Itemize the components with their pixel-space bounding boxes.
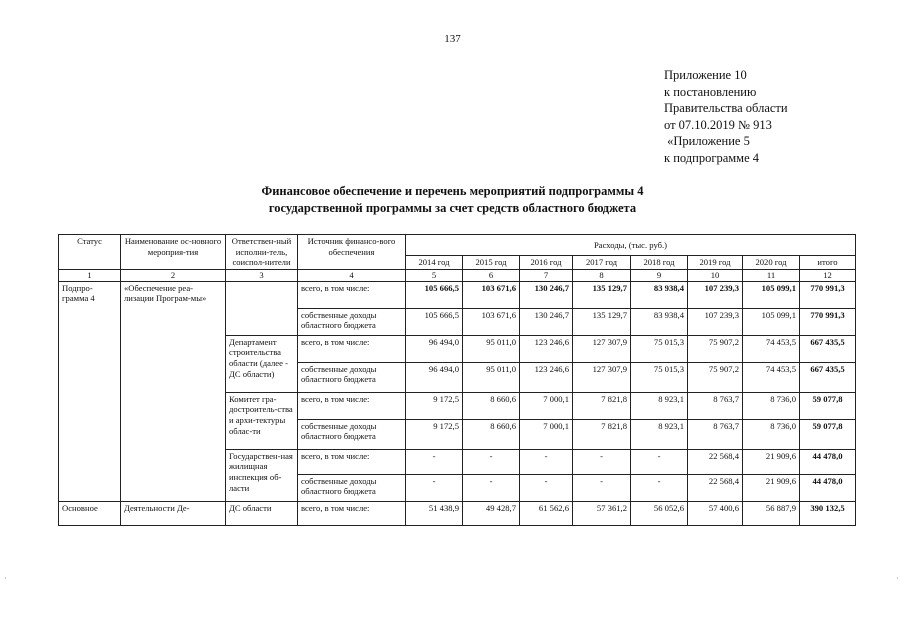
header-year: 2020 год [743, 256, 800, 270]
value-cell: 9 172,5 [406, 392, 463, 419]
source-cell: всего, в том числе: [298, 449, 406, 474]
value-cell: 135 129,7 [573, 308, 631, 335]
header-year: 2019 год [688, 256, 743, 270]
value-cell: 21 909,6 [743, 474, 800, 501]
value-cell: 75 907,2 [688, 362, 743, 392]
value-cell: 107 239,3 [688, 281, 743, 308]
value-cell: 105 099,1 [743, 308, 800, 335]
total-cell: 390 132,5 [800, 501, 856, 525]
value-cell: - [520, 449, 573, 474]
value-cell: 8 660,6 [463, 392, 520, 419]
header-total: итого [800, 256, 856, 270]
column-number: 5 [406, 269, 463, 281]
value-cell: 8 736,0 [743, 392, 800, 419]
executor-cell: Государствен-ная жилищная инспекция об-ласти [226, 449, 298, 501]
appendix-reference [664, 67, 788, 167]
header-year: 2014 год [406, 256, 463, 270]
appendix-line: от 07.10.2019 № 913 [664, 117, 772, 132]
scan-artifact: · [4, 574, 7, 583]
header-expenses: Расходы, (тыс. руб.) [406, 235, 856, 256]
appendix-line: «Приложение 5 [664, 134, 750, 149]
value-cell: - [406, 449, 463, 474]
value-cell: 135 129,7 [573, 281, 631, 308]
table-row [59, 281, 856, 308]
column-number: 8 [573, 269, 631, 281]
header-year: 2018 год [631, 256, 688, 270]
value-cell: 83 938,4 [631, 308, 688, 335]
document-title [0, 183, 905, 217]
value-cell: 83 938,4 [631, 281, 688, 308]
value-cell: 105 099,1 [743, 281, 800, 308]
value-cell: - [406, 474, 463, 501]
executor-cell: ДС области [226, 501, 298, 525]
header-year: 2015 год [463, 256, 520, 270]
total-cell: 44 478,0 [800, 449, 856, 474]
value-cell: 61 562,6 [520, 501, 573, 525]
column-number: 6 [463, 269, 520, 281]
column-number-row [59, 269, 856, 281]
value-cell: 8 660,6 [463, 419, 520, 449]
status-cell: Основное [59, 501, 121, 525]
executor-cell [226, 281, 298, 335]
value-cell: - [573, 474, 631, 501]
value-cell: - [631, 449, 688, 474]
column-number: 12 [800, 269, 856, 281]
value-cell: 96 494,0 [406, 362, 463, 392]
value-cell: 105 666,5 [406, 281, 463, 308]
source-cell: собственные доходы областного бюджета [298, 308, 406, 335]
activity-name-cell: Деятельности Де- [121, 501, 226, 525]
total-cell: 59 077,8 [800, 419, 856, 449]
value-cell: 8 923,1 [631, 392, 688, 419]
column-number: 4 [298, 269, 406, 281]
value-cell: - [631, 474, 688, 501]
total-cell: 770 991,3 [800, 281, 856, 308]
source-cell: собственные доходы областного бюджета [298, 419, 406, 449]
header-executor: Ответствен-ный исполни-тель, соиспол-нители [226, 235, 298, 270]
value-cell: 22 568,4 [688, 474, 743, 501]
value-cell: 107 239,3 [688, 308, 743, 335]
value-cell: 8 763,7 [688, 392, 743, 419]
source-cell: всего, в том числе: [298, 392, 406, 419]
value-cell: 130 246,7 [520, 308, 573, 335]
value-cell: 95 011,0 [463, 335, 520, 362]
value-cell: 7 821,8 [573, 392, 631, 419]
value-cell: 103 671,6 [463, 308, 520, 335]
value-cell: 127 307,9 [573, 335, 631, 362]
value-cell: 74 453,5 [743, 335, 800, 362]
source-cell: всего, в том числе: [298, 501, 406, 525]
value-cell: - [573, 449, 631, 474]
value-cell: 51 438,9 [406, 501, 463, 525]
source-cell: собственные доходы областного бюджета [298, 362, 406, 392]
total-cell: 770 991,3 [800, 308, 856, 335]
header-source: Источник финансо-вого обеспечения [298, 235, 406, 270]
value-cell: - [463, 449, 520, 474]
value-cell: 127 307,9 [573, 362, 631, 392]
value-cell: - [463, 474, 520, 501]
appendix-line: к подпрограмме 4 [664, 150, 759, 165]
value-cell: - [520, 474, 573, 501]
value-cell: 9 172,5 [406, 419, 463, 449]
value-cell: 7 000,1 [520, 419, 573, 449]
total-cell: 667 435,5 [800, 362, 856, 392]
value-cell: 75 015,3 [631, 362, 688, 392]
appendix-line: Приложение 10 [664, 68, 747, 82]
source-cell: всего, в том числе: [298, 281, 406, 308]
executor-cell: Департамент строительства области (далее - ДС области) [226, 335, 298, 392]
value-cell: 22 568,4 [688, 449, 743, 474]
activity-name-cell: «Обеспечение реа-лизации Програм-мы» [121, 281, 226, 501]
header-year: 2016 год [520, 256, 573, 270]
value-cell: 8 736,0 [743, 419, 800, 449]
appendix-line: к постановлению [664, 84, 757, 99]
status-cell: Подпро-грамма 4 [59, 281, 121, 501]
column-number: 7 [520, 269, 573, 281]
value-cell: 96 494,0 [406, 335, 463, 362]
value-cell: 8 923,1 [631, 419, 688, 449]
column-number: 1 [59, 269, 121, 281]
value-cell: 56 887,9 [743, 501, 800, 525]
financing-table [58, 234, 856, 526]
header-name: Наименование ос-новного мероприя-тия [121, 235, 226, 270]
value-cell: 74 453,5 [743, 362, 800, 392]
value-cell: 57 400,6 [688, 501, 743, 525]
value-cell: 130 246,7 [520, 281, 573, 308]
appendix-line: Правительства области [664, 101, 788, 116]
scan-artifact: · [896, 574, 899, 583]
value-cell: 123 246,6 [520, 362, 573, 392]
source-cell: собственные доходы областного бюджета [298, 474, 406, 501]
column-number: 3 [226, 269, 298, 281]
value-cell: 123 246,6 [520, 335, 573, 362]
value-cell: 7 821,8 [573, 419, 631, 449]
title-line: государственной программы за счет средств областного бюджета [268, 201, 637, 215]
value-cell: 95 011,0 [463, 362, 520, 392]
value-cell: 75 907,2 [688, 335, 743, 362]
header-year: 2017 год [573, 256, 631, 270]
executor-cell: Комитет гра-достроитель-ства и архи-тектуры облас-ти [226, 392, 298, 449]
header-row [59, 235, 856, 256]
value-cell: 105 666,5 [406, 308, 463, 335]
column-number: 10 [688, 269, 743, 281]
column-number: 11 [743, 269, 800, 281]
value-cell: 21 909,6 [743, 449, 800, 474]
source-cell: всего, в том числе: [298, 335, 406, 362]
total-cell: 667 435,5 [800, 335, 856, 362]
value-cell: 75 015,3 [631, 335, 688, 362]
value-cell: 7 000,1 [520, 392, 573, 419]
column-number: 9 [631, 269, 688, 281]
value-cell: 57 361,2 [573, 501, 631, 525]
total-cell: 59 077,8 [800, 392, 856, 419]
value-cell: 49 428,7 [463, 501, 520, 525]
title-line: Финансовое обеспечение и перечень мероприятий подпрограммы 4 [261, 184, 644, 198]
column-number: 2 [121, 269, 226, 281]
value-cell: 56 052,6 [631, 501, 688, 525]
page-number: 137 [444, 33, 461, 45]
value-cell: 8 763,7 [688, 419, 743, 449]
table-row [59, 501, 856, 525]
value-cell: 103 671,6 [463, 281, 520, 308]
total-cell: 44 478,0 [800, 474, 856, 501]
header-status: Статус [59, 235, 121, 270]
